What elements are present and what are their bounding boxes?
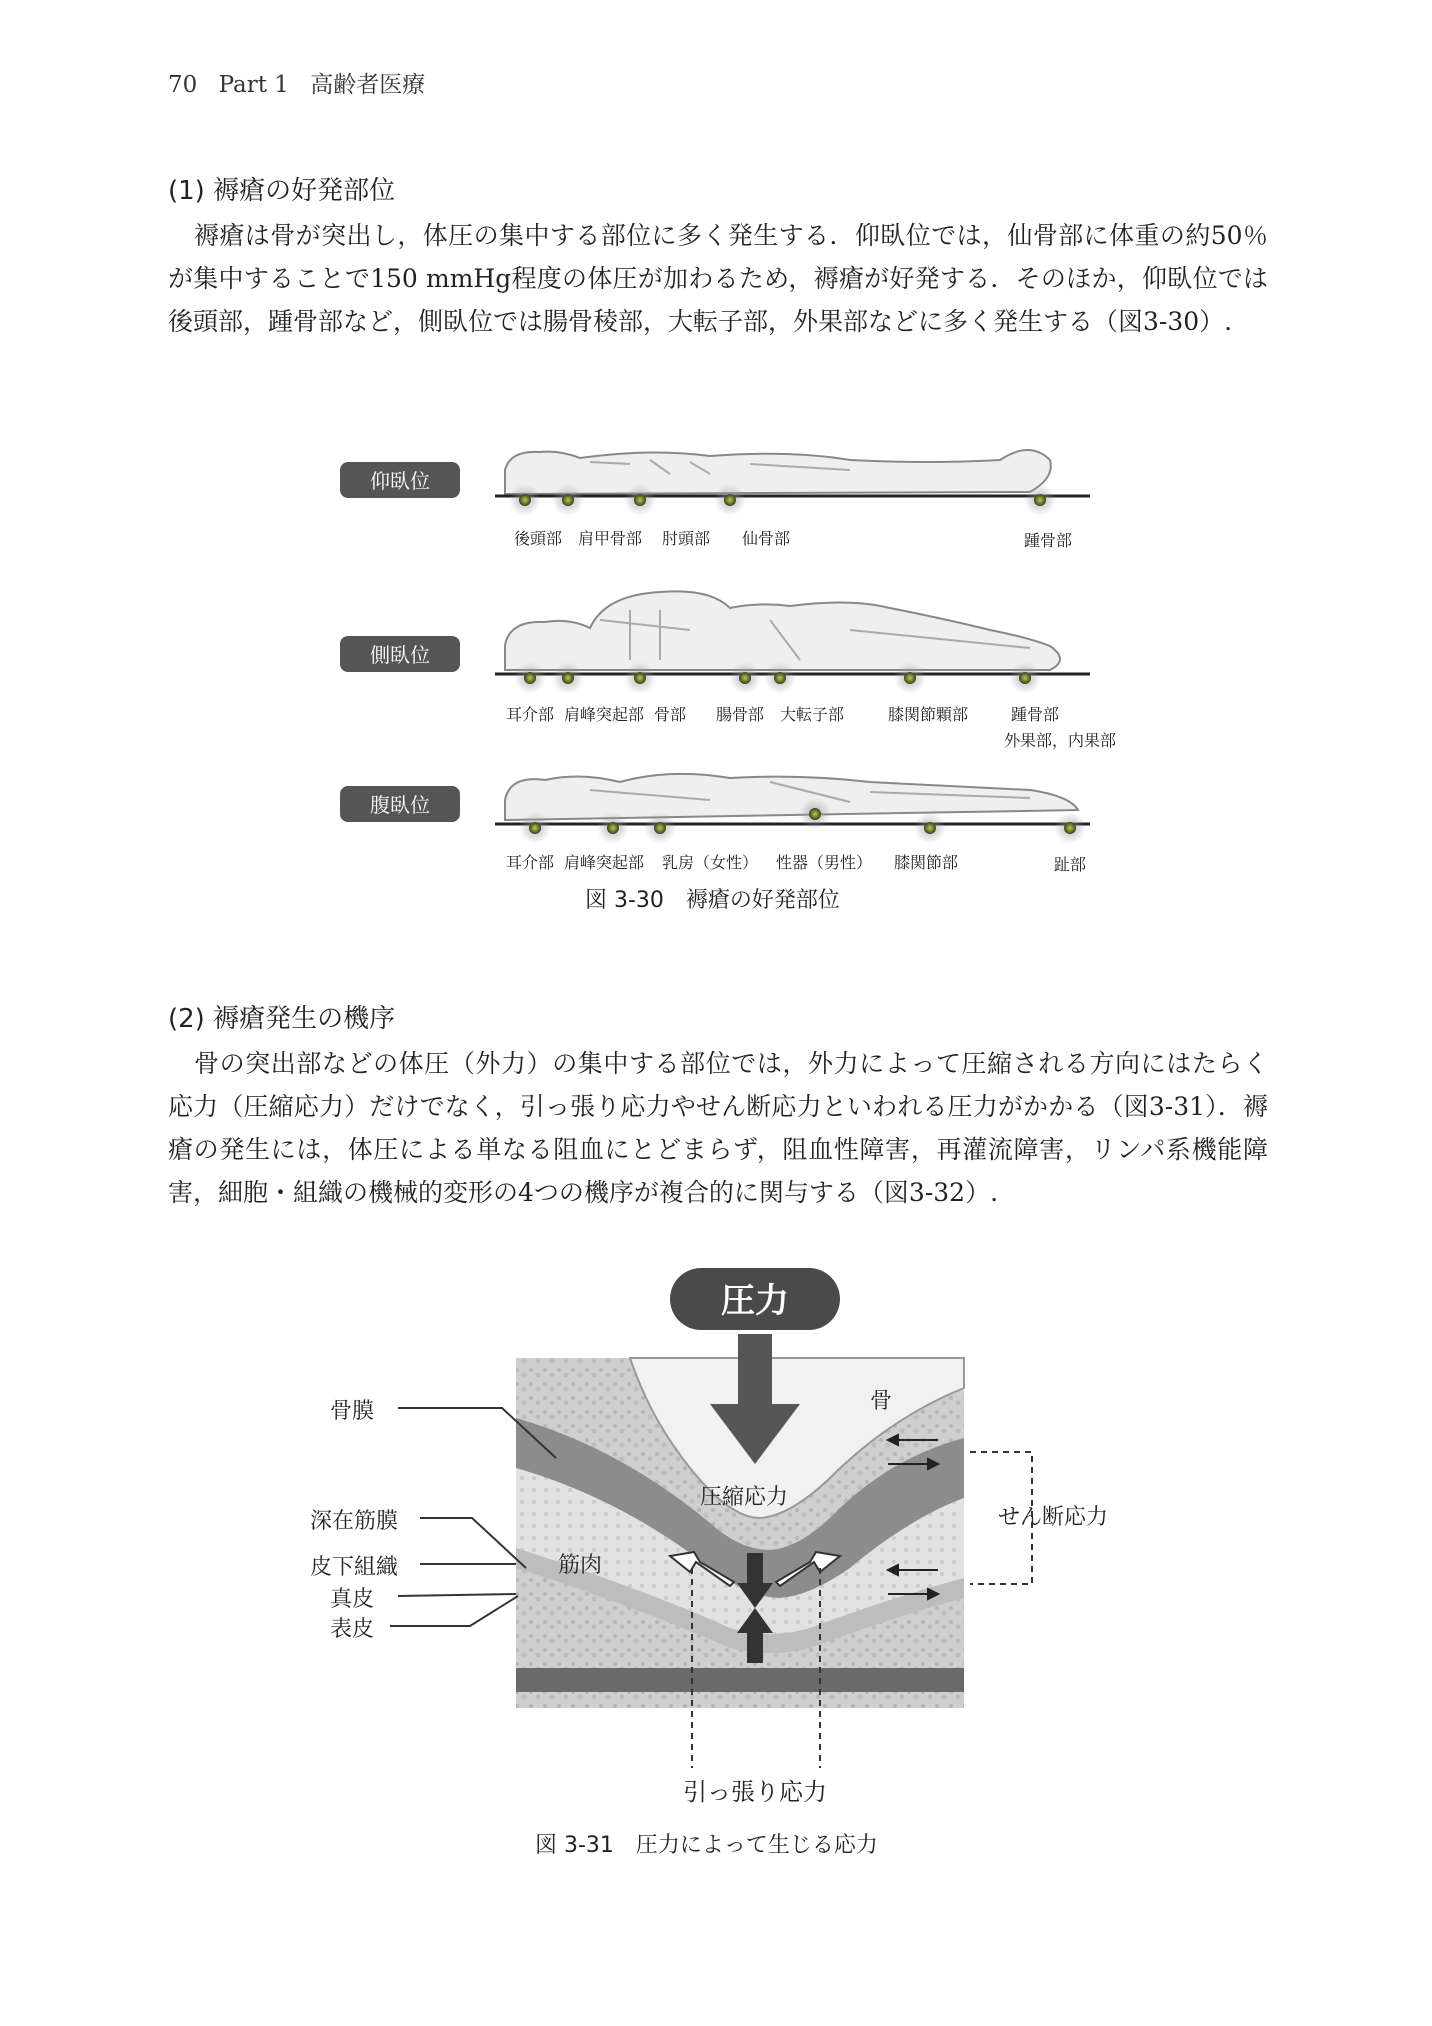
running-header <box>168 66 439 99</box>
svg-text:腸骨部: 腸骨部 <box>715 705 765 724</box>
svg-text:耳介部: 耳介部 <box>505 705 555 724</box>
pressure-label: 圧力 <box>721 1281 789 1321</box>
figure-3-31 <box>290 1268 1170 1808</box>
svg-text:大転子部: 大転子部 <box>779 705 845 724</box>
svg-text:引っ張り応力: 引っ張り応力 <box>683 1778 827 1806</box>
section1-heading: (1) 褥瘡の好発部位 <box>168 176 396 206</box>
row-label-prone: 腹臥位 <box>370 793 430 817</box>
row-prone <box>340 774 1090 874</box>
svg-text:膝関節顆部: 膝関節顆部 <box>887 705 969 724</box>
svg-text:せん断応力: せん断応力 <box>998 1505 1109 1530</box>
svg-text:踵骨部: 踵骨部 <box>1010 705 1060 724</box>
svg-text:耳介部: 耳介部 <box>505 853 555 872</box>
section2-body <box>168 1042 1268 1214</box>
section1-body <box>168 214 1268 343</box>
chapter-title: 高齢者医療 <box>310 72 426 98</box>
svg-text:肩峰突起部: 肩峰突起部 <box>563 853 645 872</box>
svg-text:骨: 骨 <box>870 1389 893 1414</box>
section2-paragraph: 骨の突出部などの体圧（外力）の集中する部位では，外力によって圧縮される方向にはたらく応力（圧縮応力）だけでなく，引っ張り応力やせん断応力といわれる圧力がかかる（図3-31）．褥瘡の発生には，体圧による単なる阻血にとどまらず，阻血性障害，再灌流障害，リンパ系機能障害，細胞・組織の機械的変形の4つの機序が複合的に関与する（図3-32）. <box>168 1049 1268 1207</box>
svg-text:深在筋膜: 深在筋膜 <box>310 1509 399 1534</box>
svg-text:真皮: 真皮 <box>330 1587 375 1612</box>
svg-text:筋肉: 筋肉 <box>558 1553 603 1578</box>
svg-text:乳房（女性）: 乳房（女性） <box>661 853 759 872</box>
svg-text:皮下組織: 皮下組織 <box>310 1555 399 1580</box>
svg-text:肘頭部: 肘頭部 <box>661 529 711 548</box>
figure-3-30 <box>330 430 1130 880</box>
svg-text:骨膜: 骨膜 <box>330 1399 375 1424</box>
section1-paragraph: 褥瘡は骨が突出し，体圧の集中する部位に多く発生する．仰臥位では，仙骨部に体重の約50％が集中することで150 mmHg程度の体圧が加わるため，褥瘡が好発する．そのほか，仰臥位では後頭部，踵骨部など，側臥位では腸骨稜部，大転子部，外果部などに多く発生する（図3-30）. <box>168 221 1268 336</box>
svg-text:外果部，内果部: 外果部，内果部 <box>1003 731 1117 750</box>
svg-text:圧縮応力: 圧縮応力 <box>700 1485 789 1510</box>
row-label-lateral: 側臥位 <box>370 643 430 667</box>
row-supine <box>340 450 1090 550</box>
row-lateral <box>340 591 1116 750</box>
row-label-supine: 仰臥位 <box>370 469 430 493</box>
svg-text:仙骨部: 仙骨部 <box>741 529 791 548</box>
figure-3-31-caption: 図 3-31 圧力によって生じる応力 <box>535 1833 878 1858</box>
svg-text:後頭部: 後頭部 <box>513 529 563 548</box>
support-surface <box>516 1668 964 1692</box>
svg-text:性器（男性）: 性器（男性） <box>775 853 873 872</box>
figure-3-30-caption: 図 3-30 褥瘡の好発部位 <box>585 888 840 913</box>
svg-text:肩甲骨部: 肩甲骨部 <box>577 529 643 548</box>
svg-text:骨部: 骨部 <box>653 705 687 724</box>
section2-heading: (2) 褥瘡発生の機序 <box>168 1004 396 1034</box>
page-number: 70 <box>168 72 198 98</box>
body-silhouette-supine <box>505 450 1051 494</box>
part-label: Part 1 <box>218 72 289 98</box>
body-silhouette-lateral <box>505 591 1060 670</box>
svg-text:表皮: 表皮 <box>330 1617 375 1642</box>
svg-text:膝関節部: 膝関節部 <box>893 853 959 872</box>
svg-text:肩峰突起部: 肩峰突起部 <box>563 705 645 724</box>
svg-text:踵骨部: 踵骨部 <box>1023 531 1073 550</box>
svg-text:趾部: 趾部 <box>1053 855 1087 874</box>
